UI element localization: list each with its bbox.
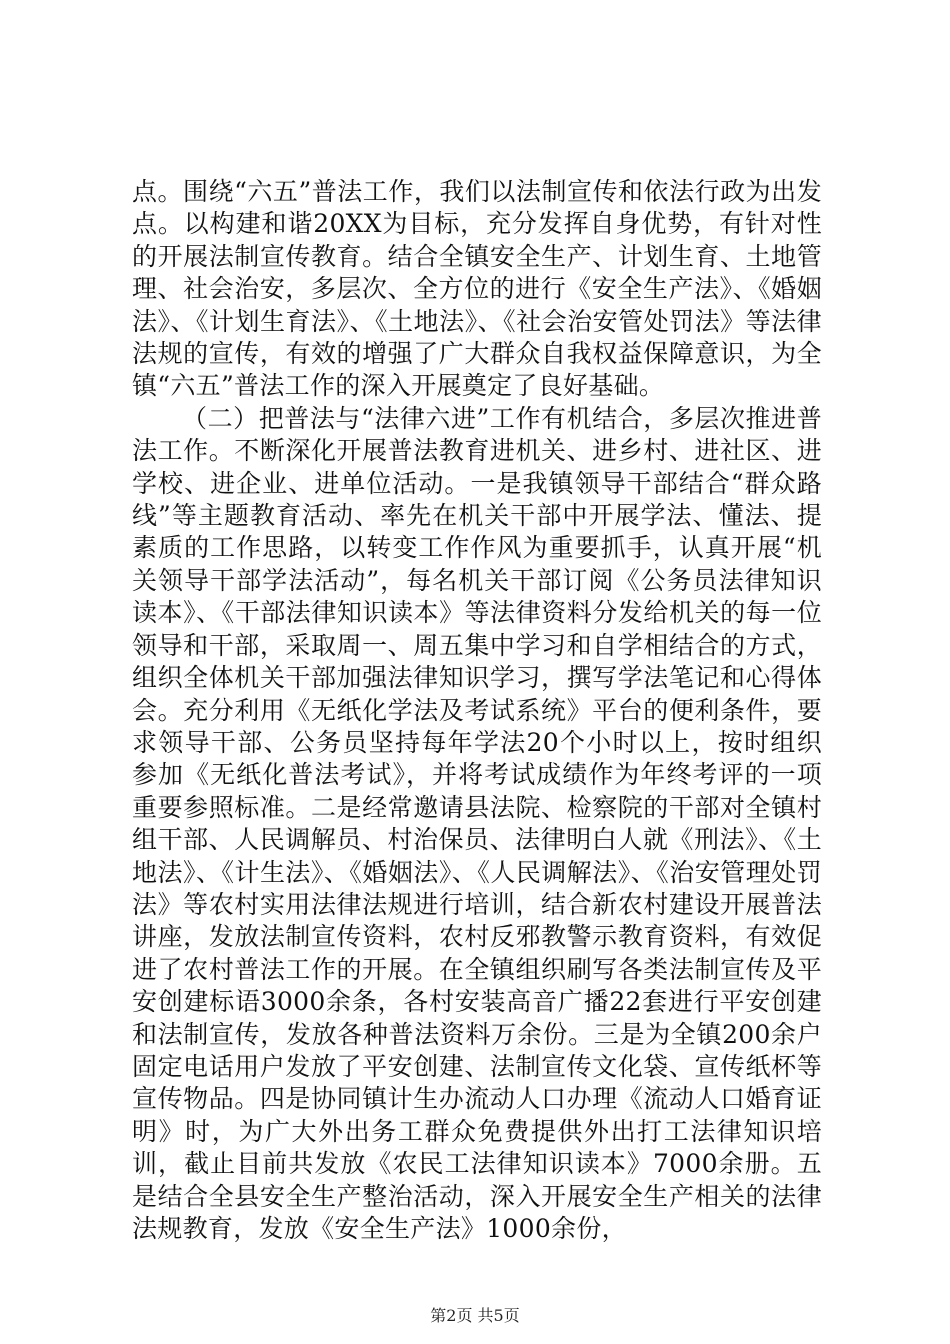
paragraph-section-two: （二）把普法与“法律六进”工作有机结合，多层次推进普法工作。不断深化开展普法教育进机关、进乡村、进社区、进学校、进企业、进单位活动。一是我镇领导干部结合“群众路线”等主题教育活动、率先在机关干部中开展学法、懂法、提素质的工作思路，以转变工作作风为重要抓手，认真开展“机关领导干部学法活动”，每名机关干部订阅《公务员法律知识读本》、《干部法律知识读本》等法律资料分发给机关的每一位领导和干部，采取周一、周五集中学习和自学相结合的方式，组织全体机关干部加强法律知识学习，撰写学法笔记和心得体会。充分利用《无纸化学法及考试系统》平台的便利条件，要求领导干部、公务员坚持每年学法20个小时以上，按时组织参加《无纸化普法考试》，并将考试成绩作为年终考评的一项重要参照标准。二是经常邀请县法院、检察院的干部对全镇村组干部、人民调解员、村治保员、法律明白人就《刑法》、《土地法》、《计生法》、《婚姻法》、《人民调解法》、《治安管理处罚法》等农村实用法律法规进行培训，结合新农村建设开展普法讲座，发放法制宣传资料，农村反邪教警示教育资料，有效促进了农村普法工作的开展。在全镇组织刷写各类法制宣传及平安创建标语3000余条，各村安装高音广播22套进行平安创建和法制宣传，发放各种普法资料万余份。三是为全镇200余户固定电话用户发放了平安创建、法制宣传文化袋、宣传纸杯等宣传物品。四是协同镇计生办流动人口办理《流动人口婚育证明》时，为广大外出务工群众免费提供外出打工法律知识培训，截止目前共发放《农民工法律知识读本》7000余册。五是结合全县安全生产整治活动，深入开展安全生产相关的法律法规教育，发放《安全生产法》1000余份， [132,403,822,1243]
paragraph-continued: 点。围绕“六五”普法工作，我们以法制宣传和依法行政为出发点。以构建和谐20XX为目标，充分发挥自身优势，有针对性的开展法制宣传教育。结合全镇安全生产、计划生育、土地管理、社会治安，多层次、全方位的进行《安全生产法》、《婚姻法》、《计划生育法》、《土地法》、《社会治安管处罚法》等法律法规的宣传，有效的增强了广大群众自我权益保障意识，为全镇“六五”普法工作的深入开展奠定了良好基础。 [132,177,822,401]
document-body [132,176,822,1245]
page-footer: 第2页 共5页 [430,1306,520,1325]
